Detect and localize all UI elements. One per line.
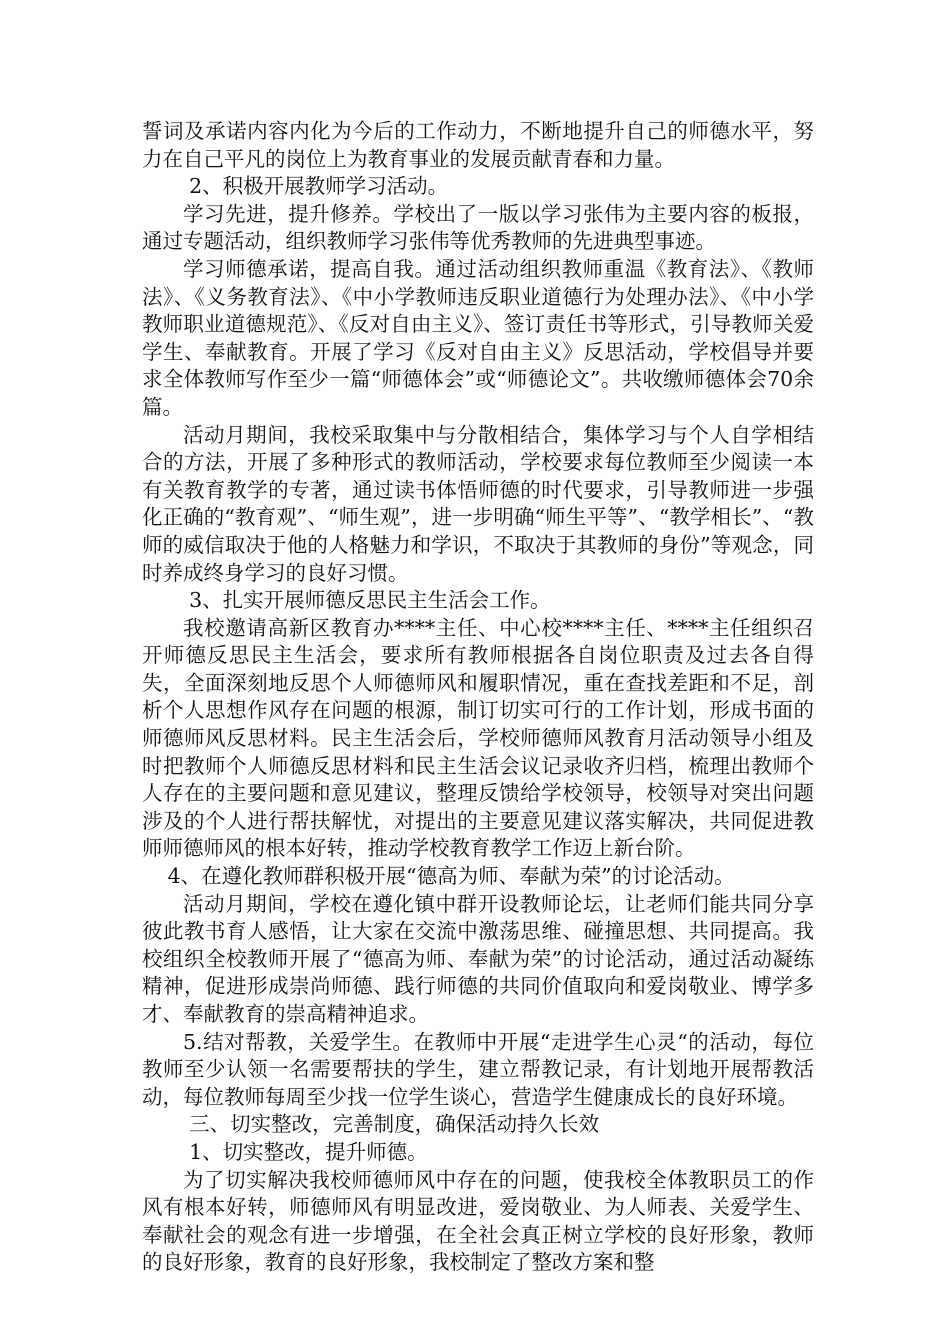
document-body	[142, 118, 814, 1277]
heading-reflection-meeting: 3、扎实开展师德反思民主生活会工作。	[189, 588, 551, 613]
paragraph-reflection-meeting: 我校邀请高新区教育办****主任、中心校****主任、****主任组织召开师德反思民主生活会，要求所有教师根据各自岗位职责及过去各自得失，全面深刻地反思个人师德师风和履职情况，重在查找差距和不足，剖析个人思想作风存在问题的根源，制订切实可行的工作计划，形成书面的师德师风反思材料。民主生活会后，学校师德师风教育月活动领导小组及时把教师个人师德反思材料和民主生活会议记录收齐归档，梳理出教师个人存在的主要问题和意见建议，整理反馈给学校领导，校领导对突出问题涉及的个人进行帮扶解忧，对提出的主要意见建议落实解决，共同促进教师师德师风的根本好转，推动学校教育教学工作迈上新台阶。	[142, 615, 814, 861]
heading-discussion-activity: 4、在遵化教师群积极开展“德高为师、奉献为荣”的讨论活动。	[167, 864, 735, 889]
paragraph-teacher-forum: 活动月期间，学校在遵化镇中群开设教师论坛，让老师们能共同分享彼此教书育人感悟，让大家在交流中激荡思维、碰撞思想、共同提高。我校组织全校教师开展了“德高为师、奉献为荣”的讨论活动，通过活动凝练精神，促进形成崇尚师德、践行师德的共同价值取向和爱岗敬业、博学多才、奉献教育的崇高精神追求。	[142, 891, 814, 1026]
paragraph-learn-advanced: 学习先进，提升修养。学校出了一版以学习张伟为主要内容的板报，通过专题活动，组织教师学习张伟等优秀教师的先进典型事迹。	[142, 201, 814, 254]
paragraph-rectification: 为了切实解决我校师德师风中存在的问题，使我校全体教职员工的作风有根本好转，师德师风有明显改进，爱岗敬业、为人师表、关爱学生、奉献社会的观念有进一步增强，在全社会真正树立学校的良好形象，教师的良好形象，教育的良好形象，我校制定了整改方案和整	[142, 1167, 814, 1275]
heading-section-three: 三、切实整改，完善制度，确保活动持久长效	[189, 1112, 600, 1137]
heading-study-activities: 2、积极开展教师学习活动。	[189, 174, 449, 199]
paragraph-mentoring-students: 5.结对帮教，关爱学生。在教师中开展“走进学生心灵“的活动，每位教师至少认领一名需要帮扶的学生，建立帮教记录，有计划地开展帮教活动，每位教师每周至少找一位学生谈心，营造学生健康成长的良好环境。	[142, 1029, 814, 1109]
paragraph-oath-continuation: 誓词及承诺内容内化为今后的工作动力，不断地提升自己的师德水平，努力在自己平凡的岗位上为教育事业的发展贡献青春和力量。	[142, 119, 814, 171]
paragraph-ethics-pledge: 学习师德承诺，提高自我。通过活动组织教师重温《教育法》、《教师法》、《义务教育法》、《中小学教师违反职业道德行为处理办法》、《中小学教师职业道德规范》、《反对自由主义》、签订责任书等形式，引导教师关爱学生、奉献教育。开展了学习《反对自由主义》反思活动，学校倡导并要求全体教师写作至少一篇“师德体会”或“师德论文”。共收缴师德体会70余篇。	[142, 256, 814, 419]
paragraph-activity-month: 活动月期间，我校采取集中与分散相结合，集体学习与个人自学相结合的方法，开展了多种形式的教师活动，学校要求每位教师至少阅读一本有关教育教学的专著，通过读书体悟师德的时代要求，引导教师进一步强化正确的“教育观”、“师生观”，进一步明确“师生平等”、“教学相长”、“教师的威信取决于他的人格魅力和学识，不取决于其教师的身份”等观念，同时养成终身学习的良好习惯。	[142, 422, 814, 585]
heading-rectification: 1、切实整改，提升师德。	[189, 1139, 428, 1164]
